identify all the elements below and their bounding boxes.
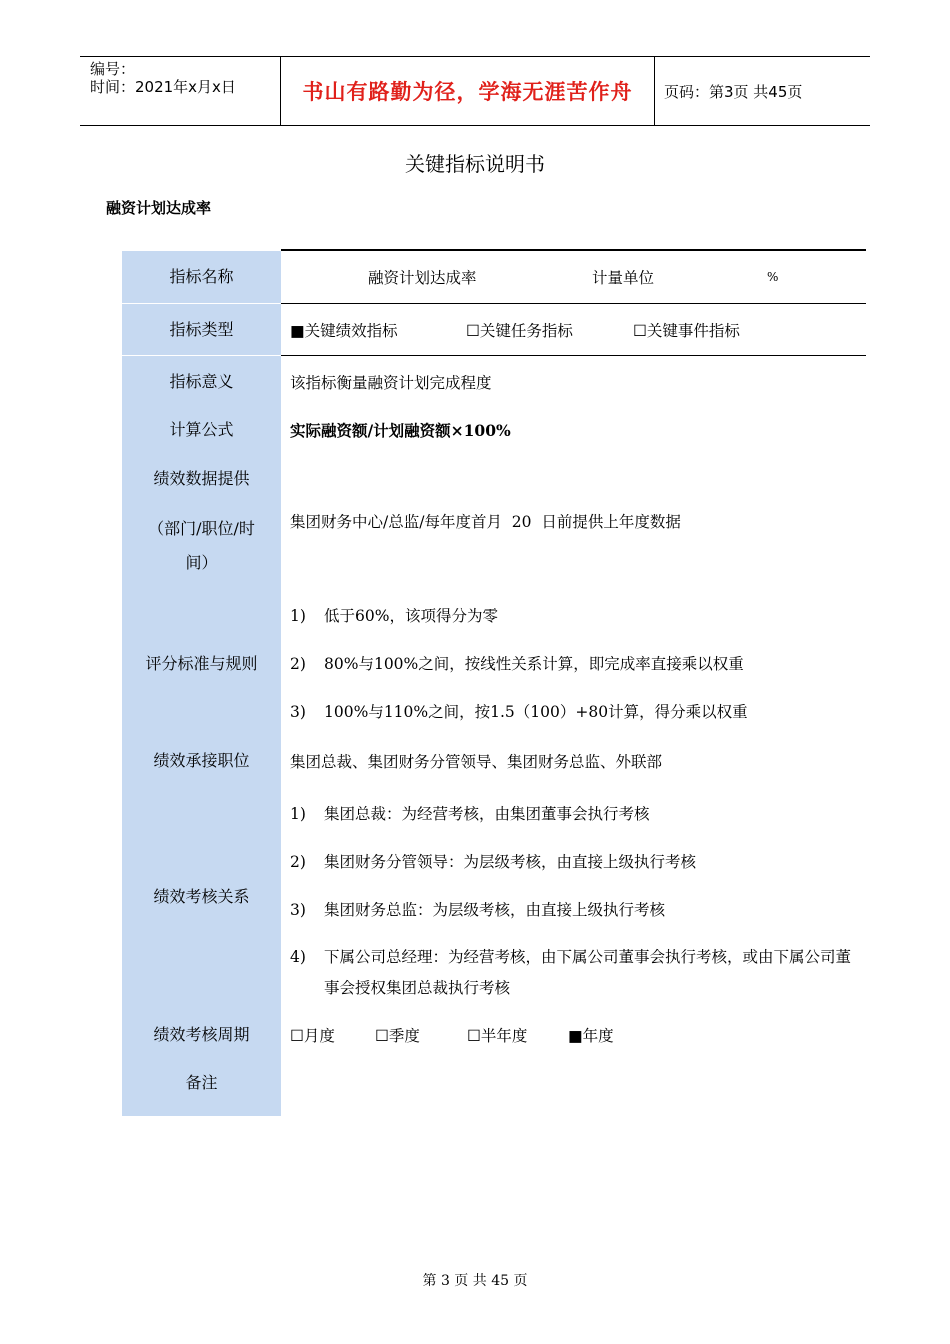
number-label: 编号： bbox=[90, 60, 136, 78]
date-line: 时间：2021年x月x日 bbox=[90, 78, 236, 96]
unit-label: 计量单位 bbox=[592, 269, 655, 287]
row-indicator-meaning bbox=[122, 356, 866, 407]
row-evaluation-cycle bbox=[122, 1010, 866, 1060]
value-positions: 集团总裁、集团财务分管领导、集团财务总监、外联部 bbox=[290, 753, 663, 771]
label-indicator-type: 指标类型 bbox=[122, 304, 281, 355]
scoring-item bbox=[290, 640, 744, 688]
value-indicator-name bbox=[290, 251, 860, 303]
scoring-item bbox=[290, 688, 748, 736]
value-scoring-rules bbox=[290, 589, 860, 738]
relation-item-number: 2) bbox=[290, 853, 306, 871]
value-formula: 实际融资额/计划融资额×100% bbox=[290, 421, 511, 440]
scoring-item-number: 2) bbox=[290, 654, 306, 673]
relation-item bbox=[290, 790, 650, 838]
indicator-name-text: 融资计划达成率 bbox=[368, 269, 477, 287]
label-formula: 计算公式 bbox=[122, 407, 281, 453]
type-option-task[interactable]: ☐关键任务指标 bbox=[466, 321, 573, 340]
relation-item-text: 集团财务总监：为层级考核，由直接上级执行考核 bbox=[324, 901, 666, 919]
scoring-item-text: 80%与100%之间，按线性关系计算，即完成率直接乘以权重 bbox=[324, 654, 744, 673]
type-option-event[interactable]: ☐关键事件指标 bbox=[633, 321, 740, 340]
label-evaluation-cycle: 绩效考核周期 bbox=[122, 1010, 281, 1060]
row-formula bbox=[122, 407, 866, 453]
cycle-option-monthly[interactable]: ☐月度 bbox=[290, 1027, 335, 1045]
unit-value: % bbox=[767, 270, 779, 284]
value-evaluation-cycle bbox=[290, 1010, 860, 1060]
value-indicator-type bbox=[290, 304, 860, 355]
label-data-provider-line1: 绩效数据提供 bbox=[153, 469, 250, 488]
relation-item bbox=[290, 886, 665, 934]
header-page-info: 页码：第3页 共45页 bbox=[664, 82, 803, 101]
label-scoring-rules: 评分标准与规则 bbox=[122, 589, 281, 738]
relation-item-text: 集团总裁：为经营考核，由集团董事会执行考核 bbox=[324, 805, 650, 823]
scoring-item-text: 低于60%，该项得分为零 bbox=[324, 606, 498, 625]
row-scoring-rules bbox=[122, 589, 866, 738]
label-data-provider bbox=[122, 453, 281, 589]
page-header bbox=[80, 56, 870, 126]
row-indicator-name bbox=[122, 251, 866, 303]
value-data-provider: 集团财务中心/总监/每年度首月 20 日前提供上年度数据 bbox=[290, 513, 681, 531]
section-title: 融资计划达成率 bbox=[106, 199, 212, 217]
label-positions: 绩效承接职位 bbox=[122, 738, 281, 784]
value-evaluation-relations bbox=[290, 784, 860, 1010]
relation-item-number: 4) bbox=[290, 948, 306, 966]
header-motto: 书山有路勤为径，学海无涯苦作舟 bbox=[281, 57, 655, 125]
scoring-item-number: 1) bbox=[290, 606, 306, 625]
label-data-provider-line3: 间） bbox=[185, 553, 218, 572]
type-option-kpi[interactable]: ■关键绩效指标 bbox=[290, 321, 398, 340]
cycle-option-quarterly[interactable]: ☐季度 bbox=[375, 1027, 420, 1045]
relation-item-number: 3) bbox=[290, 901, 306, 919]
relation-item-text: 下属公司总经理：为经营考核，由下属公司董事会执行考核，或由下属公司董事会授权集团总裁执行考核 bbox=[324, 948, 852, 997]
document-title: 关键指标说明书 bbox=[405, 152, 545, 176]
scoring-item-number: 3) bbox=[290, 702, 306, 721]
row-evaluation-relations bbox=[122, 784, 866, 1010]
page-footer: 第 3 页 共 45 页 bbox=[422, 1273, 528, 1289]
value-indicator-meaning: 该指标衡量融资计划完成程度 bbox=[290, 373, 492, 392]
relation-item-number: 1) bbox=[290, 805, 306, 823]
scoring-item bbox=[290, 592, 498, 640]
relation-item-text: 集团财务分管领导：为层级考核，由直接上级执行考核 bbox=[324, 853, 697, 871]
relation-item bbox=[290, 838, 696, 886]
label-indicator-meaning: 指标意义 bbox=[122, 356, 281, 407]
label-data-provider-line2: （部门/职位/时 bbox=[148, 519, 255, 538]
row-remarks bbox=[122, 1060, 866, 1116]
scoring-item-text: 100%与110%之间，按1.5（100）+80计算，得分乘以权重 bbox=[324, 702, 748, 721]
cycle-option-halfyear[interactable]: ☐半年度 bbox=[467, 1027, 528, 1045]
label-evaluation-relations: 绩效考核关系 bbox=[122, 784, 281, 1010]
row-data-provider bbox=[122, 453, 866, 589]
header-meta bbox=[80, 57, 281, 125]
row-indicator-type bbox=[122, 304, 866, 355]
row-positions bbox=[122, 738, 866, 784]
cycle-option-yearly[interactable]: ■年度 bbox=[568, 1027, 614, 1045]
label-indicator-name: 指标名称 bbox=[122, 251, 281, 303]
value-remarks bbox=[290, 1060, 860, 1116]
label-remarks: 备注 bbox=[122, 1060, 281, 1116]
relation-item bbox=[290, 934, 859, 1004]
